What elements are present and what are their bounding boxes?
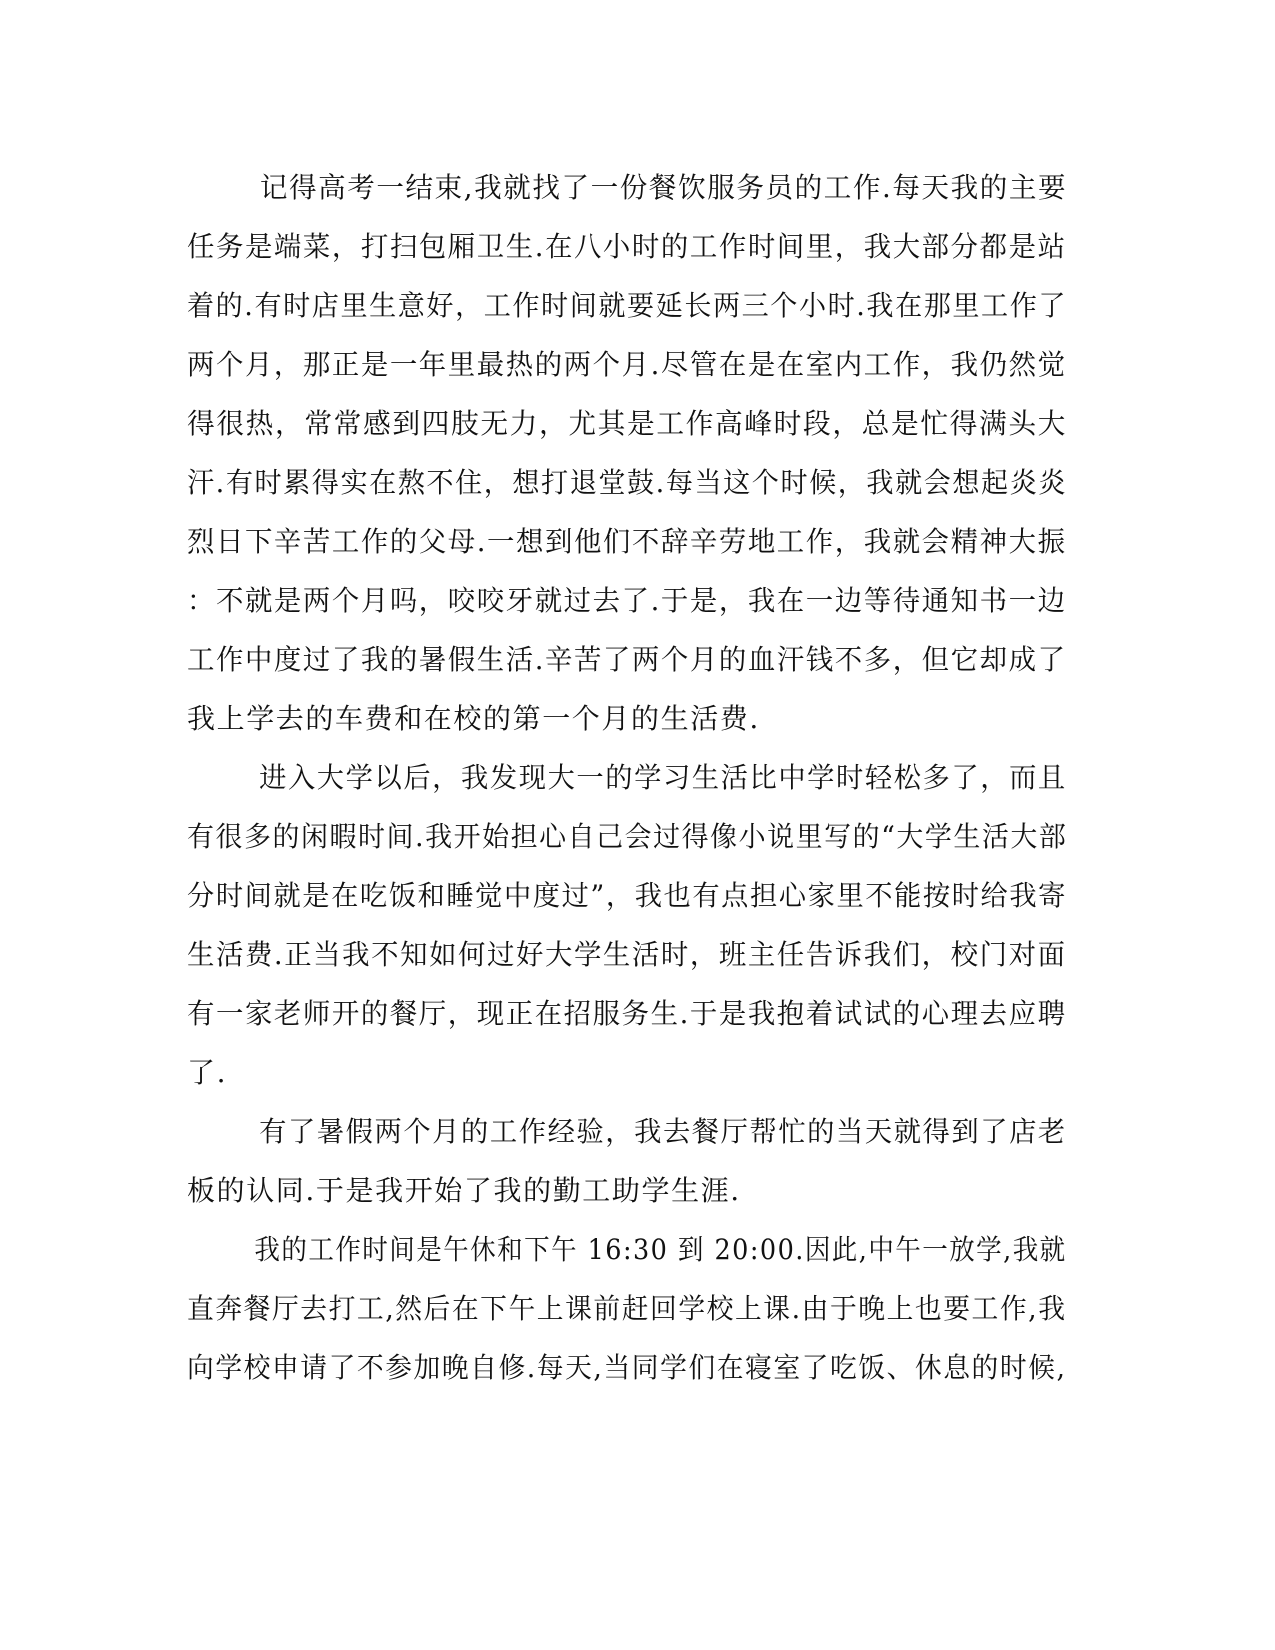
paragraph-line: 汗.有时累得实在熬不住，想打退堂鼓.每当这个时候，我就会想起炎炎 bbox=[187, 466, 1068, 499]
paragraph-first-line: 有了暑假两个月的工作经验，我去餐厅帮忙的当天就得到了店老 bbox=[259, 1115, 1067, 1148]
paragraph-first-line: 进入大学以后，我发现大一的学习生活比中学时轻松多了，而且 bbox=[259, 761, 1067, 794]
paragraph bbox=[187, 1220, 1067, 1397]
paragraph-line: 了. bbox=[187, 1056, 228, 1089]
paragraph bbox=[187, 158, 1067, 748]
paragraph-line: 我上学去的车费和在校的第一个月的生活费. bbox=[187, 702, 760, 735]
paragraph-line: 板的认同.于是我开始了我的勤工助学生涯. bbox=[187, 1174, 741, 1207]
paragraph bbox=[187, 1102, 1067, 1220]
paragraph-line: 向学校申请了不参加晚自修.每天,当同学们在寝室了吃饭、休息的时候, bbox=[187, 1351, 1067, 1384]
paragraph-line: 着的.有时店里生意好，工作时间就要延长两三个小时.我在那里工作了 bbox=[187, 289, 1068, 322]
paragraph-line: 直奔餐厅去打工,然后在下午上课前赶回学校上课.由于晚上也要工作,我 bbox=[187, 1292, 1067, 1325]
paragraph-line: 分时间就是在吃饭和睡觉中度过”，我也有点担心家里不能按时给我寄 bbox=[187, 879, 1067, 912]
body-text bbox=[187, 158, 1067, 1397]
paragraph-line: 任务是端菜，打扫包厢卫生.在八小时的工作时间里，我大部分都是站 bbox=[187, 230, 1067, 263]
paragraph-line: 生活费.正当我不知如何过好大学生活时，班主任告诉我们，校门对面 bbox=[187, 938, 1067, 971]
paragraph-line: 有一家老师开的餐厅，现正在招服务生.于是我抱着试试的心理去应聘 bbox=[187, 997, 1067, 1030]
paragraph-line: 有很多的闲暇时间.我开始担心自己会过得像小说里写的“大学生活大部 bbox=[187, 820, 1068, 853]
paragraph bbox=[187, 748, 1067, 1102]
paragraph-first-line: 记得高考一结束,我就找了一份餐饮服务员的工作.每天我的主要 bbox=[259, 171, 1068, 204]
paragraph-line: 烈日下辛苦工作的父母.一想到他们不辞辛劳地工作，我就会精神大振 bbox=[187, 525, 1067, 558]
paragraph-line: 得很热，常常感到四肢无力，尤其是工作高峰时段，总是忙得满头大 bbox=[187, 407, 1068, 440]
paragraph-line: 工作中度过了我的暑假生活.辛苦了两个月的血汗钱不多，但它却成了 bbox=[187, 643, 1067, 676]
paragraph-first-line: 我的工作时间是午休和下午 16:30 到 20:00.因此,中午一放学,我就 bbox=[254, 1233, 1067, 1266]
paragraph-line: 两个月，那正是一年里最热的两个月.尽管在是在室内工作，我仍然觉 bbox=[187, 348, 1067, 381]
paragraph-line: ：不就是两个月吗，咬咬牙就过去了.于是，我在一边等待通知书一边 bbox=[187, 584, 1067, 617]
